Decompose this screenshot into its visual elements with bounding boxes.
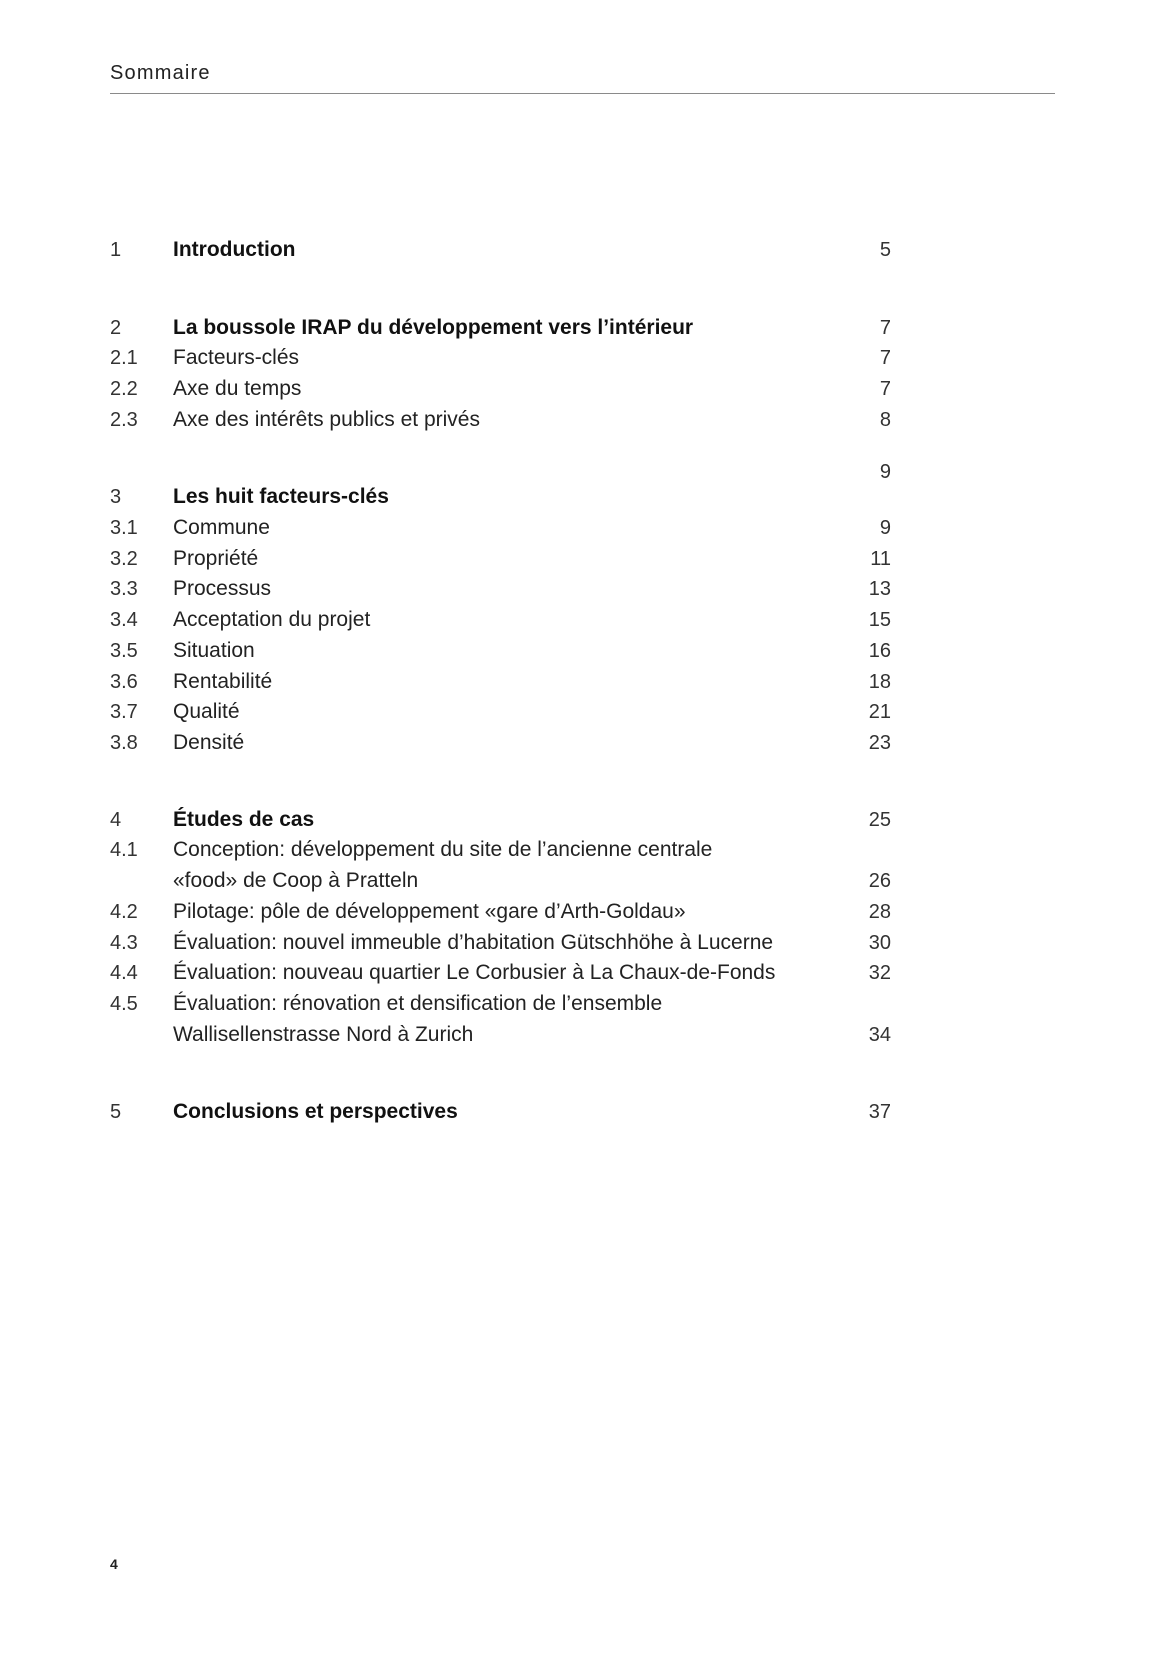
toc-entry[interactable] [0,897,1166,927]
toc-page-number: 26 [868,870,891,892]
toc-page-number: 9 [879,517,891,539]
toc-entry-number: 4.3 [110,932,138,954]
toc-entry[interactable] [0,667,1166,697]
toc-entry[interactable] [0,697,1166,727]
toc-entry-number: 5 [110,1101,122,1123]
toc-entry-number: 4 [110,809,122,831]
toc-entry[interactable] [0,235,1166,265]
toc-chapter-title[interactable]: La boussole IRAP du développement vers l’intérieur [173,316,694,339]
toc-section-title[interactable]: Pilotage: pôle de développement «gare d’Arth-Goldau» [173,900,686,923]
toc-page-number: 8 [879,409,891,431]
toc-page-number: 21 [868,701,891,723]
toc-section-title[interactable]: Commune [173,516,270,539]
toc-page-number: 30 [868,932,891,954]
toc-chapter-title[interactable]: Les huit facteurs-clés [173,485,389,508]
toc-section-title[interactable]: Facteurs-clés [173,346,300,369]
footer-page-number: 4 [110,1556,118,1572]
toc-page-number: 7 [879,378,891,400]
toc-page-number: 25 [868,809,891,831]
toc-entry[interactable] [0,728,1166,758]
toc-entry-number: 3.1 [110,517,138,539]
toc-entry[interactable] [0,513,1166,543]
toc-entry-number: 2.1 [110,347,138,369]
toc-entry[interactable] [0,482,1166,512]
toc-page-number: 11 [870,548,891,570]
toc-entry-number: 4.5 [110,993,138,1015]
toc-entry[interactable] [0,636,1166,666]
toc-entry[interactable] [0,313,1166,343]
toc-entry-number: 1 [110,239,122,261]
toc-entry[interactable] [0,805,1166,835]
toc-entry-number: 4.4 [110,962,138,984]
toc-entry-number: 2.3 [110,409,138,431]
toc-page-number: 9 [879,461,891,483]
toc-entry[interactable] [0,989,1166,1019]
toc-section-title[interactable]: Évaluation: nouvel immeuble d’habitation Gütschhöhe à Lucerne [173,931,774,954]
toc-page-number: 7 [879,317,891,339]
toc-chapter-title[interactable]: Études de cas [173,808,315,831]
toc-entry-number: 3.2 [110,548,138,570]
toc-page-number: 18 [868,671,891,693]
toc-section-title[interactable]: Conception: développement du site de l’ancienne centrale [173,838,713,861]
toc-section-title[interactable]: Évaluation: rénovation et densification de l’ensemble [173,992,663,1015]
toc-entry-number: 3 [110,486,122,508]
toc-section-title[interactable]: Processus [173,577,272,600]
toc-entry[interactable] [0,374,1166,404]
toc-entry-number: 4.1 [110,839,138,861]
toc-section-title[interactable]: Propriété [173,547,259,570]
toc-entry-number: 3.6 [110,671,138,693]
toc-entry[interactable] [0,343,1166,373]
toc-page-number: 28 [868,901,891,923]
toc-entry[interactable] [0,928,1166,958]
toc-chapter-title[interactable]: Introduction [173,238,296,261]
toc-section-title[interactable]: Situation [173,639,255,662]
toc-section-title[interactable]: Évaluation: nouveau quartier Le Corbusier à La Chaux-de-Fonds [173,961,776,984]
toc-chapter-title[interactable]: Conclusions et perspectives [173,1100,458,1123]
toc-entry[interactable] [0,1097,1166,1127]
toc-entry-number: 3.4 [110,609,138,631]
toc-page-number: 15 [868,609,891,631]
toc-section-title[interactable]: Axe du temps [173,377,302,400]
toc-page-number: 23 [868,732,891,754]
toc-entry-number: 3.7 [110,701,138,723]
toc-entry[interactable] [0,605,1166,635]
toc-page-number: 5 [879,239,891,261]
toc-page-number: 37 [868,1101,891,1123]
toc-page-number: 13 [868,578,891,600]
toc-section-title[interactable]: «food» de Coop à Pratteln [173,869,419,892]
toc-section-title[interactable]: Qualité [173,700,240,723]
toc-section-title[interactable]: Rentabilité [173,670,273,693]
toc-entry[interactable] [0,1020,1166,1050]
toc-entry[interactable] [0,958,1166,988]
toc-page-number: 32 [868,962,891,984]
toc-entry-number: 2 [110,317,122,339]
toc-entry-number: 3.8 [110,732,138,754]
toc-section-title[interactable]: Wallisellenstrasse Nord à Zurich [173,1023,474,1046]
toc-section-title[interactable]: Acceptation du projet [173,608,371,631]
toc-entry-number: 3.3 [110,578,138,600]
toc-section-title[interactable]: Densité [173,731,245,754]
toc-entry[interactable] [0,835,1166,865]
toc-section-title[interactable]: Axe des intérêts publics et privés [173,408,480,431]
toc-page-number: 34 [868,1024,891,1046]
toc-entry[interactable] [0,574,1166,604]
toc-entry-number: 2.2 [110,378,138,400]
toc-entry-number: 3.5 [110,640,138,662]
toc-page-number: 7 [879,347,891,369]
toc-page-number: 16 [868,640,891,662]
toc-entry-number: 4.2 [110,901,138,923]
toc-entry[interactable] [0,866,1166,896]
page-title: Sommaire [110,62,211,84]
toc-entry[interactable] [0,544,1166,574]
toc-entry[interactable] [0,405,1166,435]
